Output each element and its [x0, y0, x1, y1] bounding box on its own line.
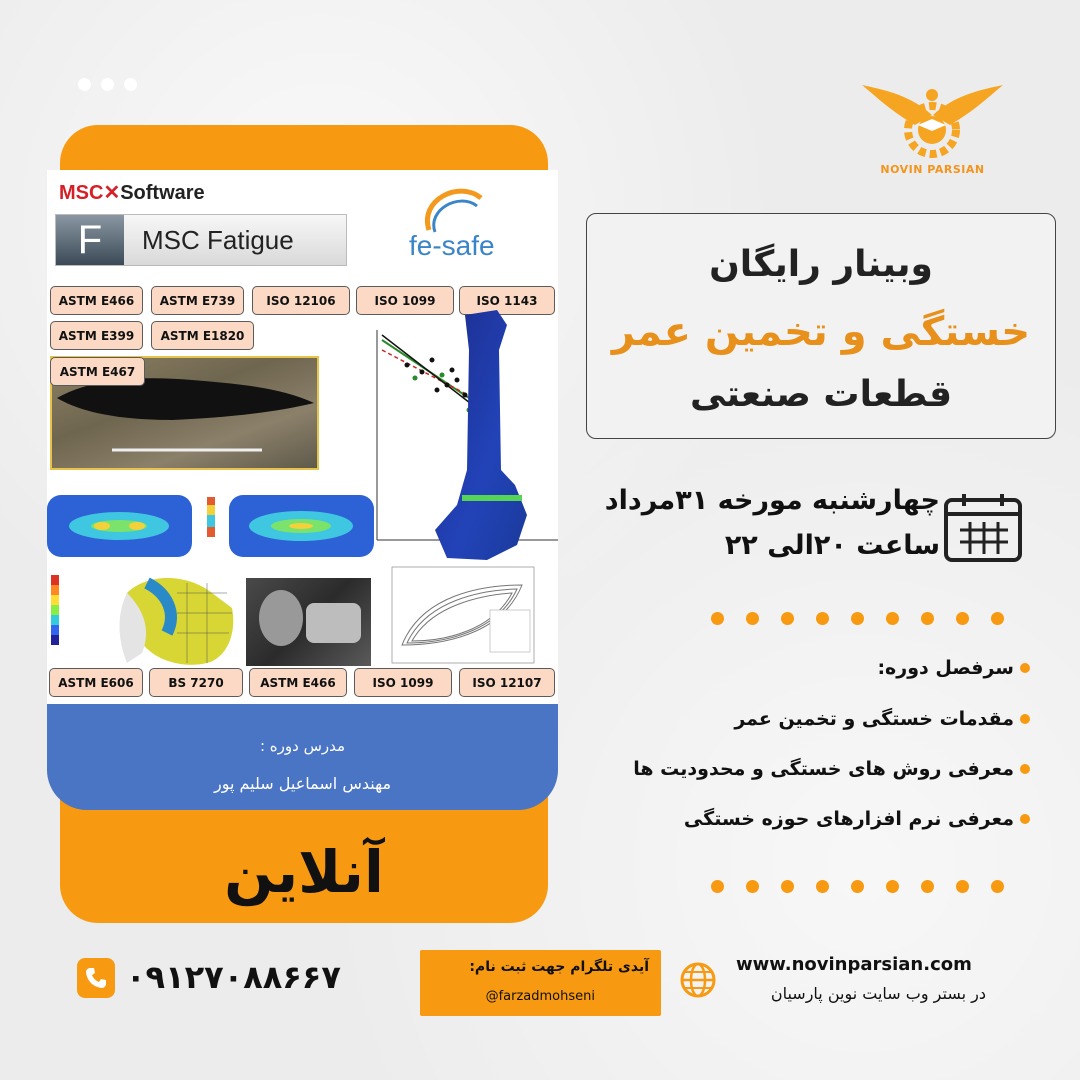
- standard-tag: ASTM E466: [50, 286, 143, 315]
- syllabus-item: معرفی روش های خستگی و محدودیت ها: [633, 758, 1030, 780]
- bullet: [1020, 764, 1030, 774]
- phone-number[interactable]: ۰۹۱۲۷۰۸۸۶۶۷: [126, 958, 341, 996]
- bullet: [1020, 714, 1030, 724]
- instructor-label: مدرس دوره :: [259, 737, 346, 755]
- online-label: آنلاین: [224, 838, 384, 906]
- standard-tag: ASTM E399: [50, 321, 143, 350]
- fatigue-f-logo: F: [56, 215, 124, 265]
- turbine-blade-fea: [427, 310, 537, 570]
- bullet: [1020, 814, 1030, 824]
- fea-stress-tiles: [47, 495, 377, 557]
- instructor-name: مهندس اسماعیل سلیم پور: [213, 774, 392, 793]
- standard-tag: ASTM E739: [151, 286, 244, 315]
- website-link[interactable]: www.novinparsian.com: [736, 954, 972, 975]
- telegram-id[interactable]: @farzadmohseni: [485, 989, 595, 1004]
- syllabus-item: معرفی نرم افزارهای حوزه خستگی: [684, 808, 1030, 830]
- brand-name: NOVIN PARSIAN: [880, 163, 985, 176]
- dot: [101, 78, 114, 91]
- logo-emblem: [860, 75, 1005, 163]
- title-line-3: قطعات صنعتی: [689, 374, 953, 415]
- instructor-panel: [47, 704, 558, 810]
- dot: [124, 78, 137, 91]
- standard-tag: ISO 1143: [459, 286, 555, 315]
- divider-dots: [711, 612, 1004, 625]
- fesafe-logo: fe-safe: [409, 230, 495, 261]
- website-subtitle: در بستر وب سایت نوین پارسیان: [770, 984, 986, 1003]
- standard-tag: ASTM E606: [49, 668, 143, 697]
- shaft-photo: [246, 578, 371, 666]
- standard-tag: ISO 12107: [459, 668, 555, 697]
- dot: [78, 78, 91, 91]
- poster-collage: [47, 170, 558, 704]
- standard-tag: ISO 12106: [252, 286, 350, 315]
- standard-tag: ISO 1099: [354, 668, 452, 697]
- telegram-box: [420, 950, 661, 1016]
- globe-icon: [680, 962, 716, 998]
- standard-tag: ASTM E466: [249, 668, 347, 697]
- title-line-2: خستگی و تخمین عمر: [611, 309, 1031, 355]
- phone-icon: [77, 958, 115, 998]
- webinar-date: چهارشنبه مورخه ۳۱مرداد: [604, 485, 940, 516]
- telegram-label: آیدی تلگرام جهت ثبت نام:: [469, 959, 649, 975]
- bullet: [1020, 663, 1030, 673]
- standard-tag: ISO 1099: [356, 286, 454, 315]
- standard-tag: ASTM E467: [50, 357, 145, 386]
- brand-logo: [860, 75, 1005, 185]
- standard-tag: ASTM E1820: [151, 321, 254, 350]
- msc-software-logo: MSC✕Software: [59, 182, 205, 204]
- standard-tag: BS 7270: [149, 668, 243, 697]
- legend-bar-icon: [51, 575, 83, 653]
- title-line-1: وبینار رایگان: [709, 244, 933, 285]
- divider-dots: [711, 880, 1004, 893]
- mechanical-part-mesh: [117, 573, 237, 668]
- webinar-time: ساعت ۲۰الی ۲۲: [724, 530, 940, 561]
- hysteresis-plot: [372, 565, 537, 665]
- syllabus-heading: سرفصل دوره:: [877, 657, 1030, 679]
- calendar-icon: [942, 492, 1024, 564]
- top-dots: [78, 78, 137, 91]
- fatigue-label: MSC Fatigue: [142, 224, 294, 255]
- msc-fatigue-banner: [55, 214, 347, 266]
- syllabus-item: مقدمات خستگی و تخمین عمر: [734, 708, 1030, 730]
- title-card: [586, 213, 1056, 439]
